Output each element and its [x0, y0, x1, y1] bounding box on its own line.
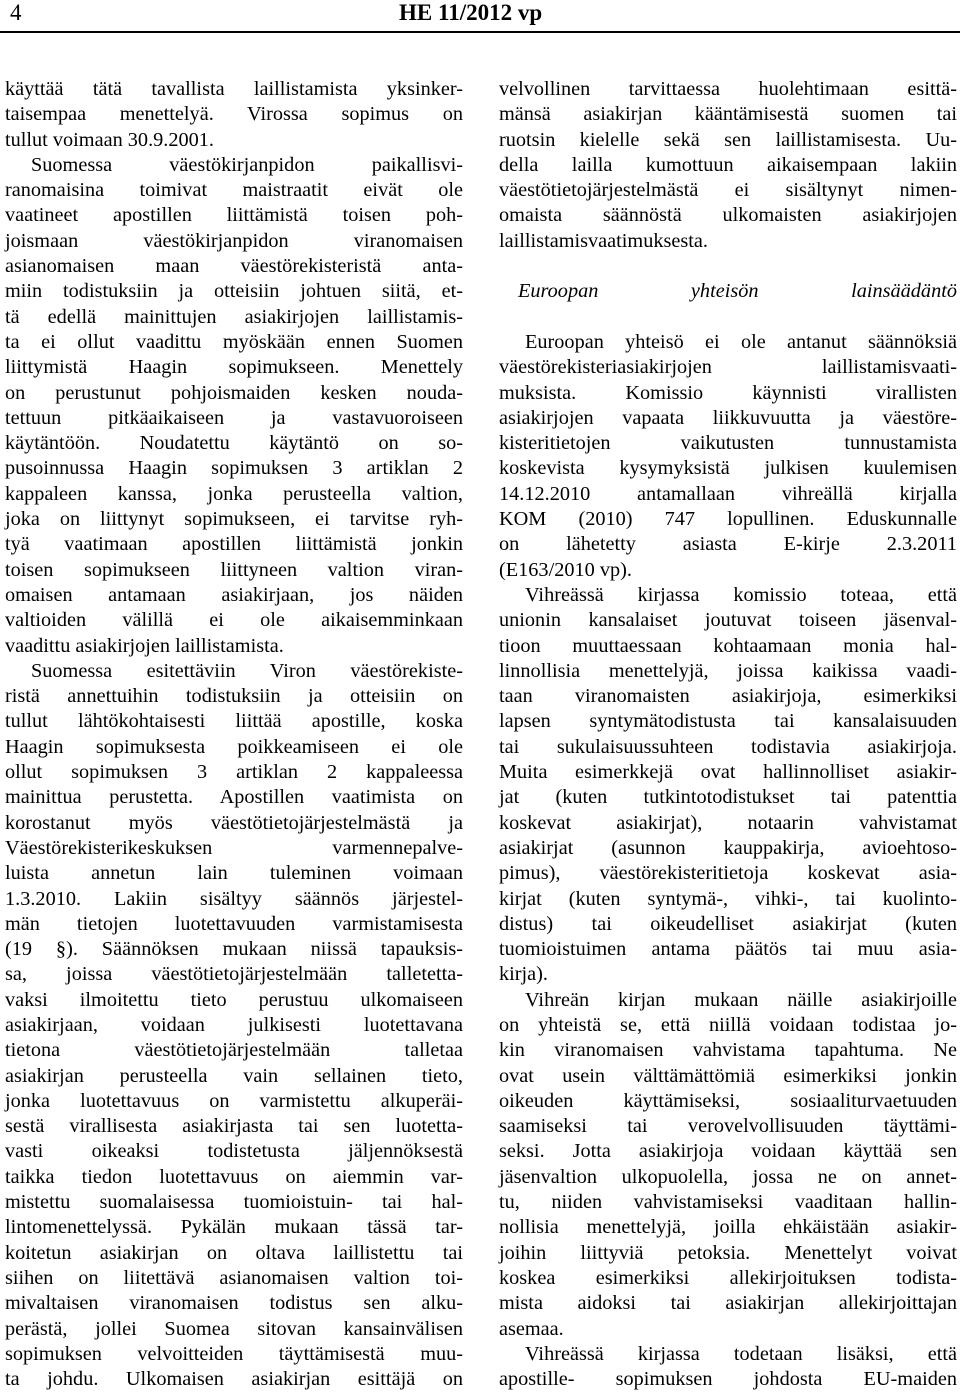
text-line: on yhteistä se, että niillä voidaan todistaa jo-: [499, 1013, 957, 1036]
text-line: 14.12.2010 antamallaan vihreällä kirjalla: [499, 482, 957, 505]
page-header: [0, 0, 960, 40]
text-line: käytäntöön. Noudatettu käytäntö on so-: [5, 432, 463, 455]
text-line: unionin kansalaiset joutuvat toiseen jäsenval-: [499, 609, 957, 632]
text-line: della lailla kumottuun aikaisempaan lakiin: [499, 153, 957, 176]
text-line: pimus), väestörekisteritietoja koskevat asia-: [499, 862, 957, 885]
text-line: tyä vaatimaan apostillen liittämistä jonkin: [5, 533, 463, 556]
blank-line: [499, 254, 957, 279]
text-line: män tietojen luotettavuuden varmistamisesta: [5, 912, 463, 935]
text-line: ruotsin kielelle sekä sen laillistamisesta. Uu-: [499, 128, 957, 151]
text-line: taan viranomaisten asiakirjoja, esimerkiksi: [499, 685, 957, 708]
text-line: valtioiden välillä ei ole aikaisemminkaan: [5, 609, 463, 632]
text-line: lapsen syntymätodistusta tai kansalaisuuden: [499, 710, 957, 733]
text-line: joismaan väestökirjanpidon viranomaisen: [5, 229, 463, 252]
text-line: asiakirjaan, voidaan julkisesti luotettavana: [5, 1013, 463, 1036]
left-column: [5, 77, 463, 1392]
text-line: tietona väestötietojärjestelmään talletaa: [5, 1039, 463, 1062]
text-line: sopimuksen velvoitteiden täyttämisestä muu-: [5, 1342, 463, 1365]
text-line: Suomessa väestökirjanpidon paikallisvi-: [31, 153, 463, 176]
text-line: tai sukulaisuussuhteen todistavia asiakirjoja.: [499, 735, 957, 758]
text-line: vasti oikeaksi todistetusta jäljennöksestä: [5, 1140, 463, 1163]
text-line: asiakirjat (asunnon kauppakirja, avioehtoso-: [499, 836, 957, 859]
text-line: tioon muuttaessaan kohtaamaan monia hal-: [499, 634, 957, 657]
text-line: on perustunut pohjoismaiden kesken nouda-: [5, 381, 463, 404]
text-line: mista aidoksi tai asiakirjan allekirjoittajan: [499, 1292, 957, 1315]
text-line: perästä, jollei Suomea sitovan kansainvälisen: [5, 1317, 463, 1340]
text-line: koskea esimerkiksi allekirjoituksen todista-: [499, 1266, 957, 1289]
text-line: mistettu suomalaisessa tuomioistuin- tai hal-: [5, 1191, 463, 1214]
text-line: taisempaa menettelyä. Virossa sopimus on: [5, 103, 463, 126]
blank-line: [499, 305, 957, 330]
text-line: väestörekisteriasiakirjojen laillistamisvaati-: [499, 356, 957, 379]
text-line: liittymistä Haagin sopimukseen. Menettely: [5, 356, 463, 379]
text-line: siihen on liitettävä asianomaisen valtion toi-: [5, 1266, 463, 1289]
header-rule: [0, 31, 960, 33]
text-line: tullut lähtökohtaisesti liittää apostille, koska: [5, 710, 463, 733]
text-line: Väestörekisterikeskuksen varmennepalve-: [5, 836, 463, 859]
text-line: kappaleen kanssa, jonka perusteella valtion,: [5, 482, 463, 505]
text-line: jat (kuten tutkintotodistukset tai patenttia: [499, 786, 957, 809]
text-line: oikeuden käyttämiseksi, sosiaaliturvaetuuden: [499, 1089, 957, 1112]
text-line: KOM (2010) 747 lopullinen. Eduskunnalle: [499, 508, 957, 531]
text-line: kirjat (kuten syntymä-, vihki-, tai kuolinto-: [499, 887, 957, 910]
text-line: asemaa.: [499, 1317, 564, 1340]
text-line: mivaltaisen viranomaisen todistus sen alku-: [5, 1292, 463, 1315]
text-line: laillistamisvaatimuksesta.: [499, 229, 708, 252]
text-line: vaatineet apostillen liittämistä toisen poh-: [5, 204, 463, 227]
text-line: ristä annettuihin todistuksiin ja otteisiin on: [5, 685, 463, 708]
text-line: taikka tiedon luotettavuus on aiemmin var-: [5, 1165, 463, 1188]
text-line: koskevat asiakirjat), notaarin vahvistamat: [499, 811, 957, 834]
text-line: linnollisia menettelyjä, joissa kaikissa vaadi-: [499, 659, 957, 682]
text-line: on lähetetty asiasta E-kirje 2.3.2011: [499, 533, 957, 556]
text-line: joka on liittynyt sopimukseen, ei tarvitse ryh-: [5, 508, 463, 531]
text-line: sa, joissa väestötietojärjestelmään talletetta-: [5, 963, 463, 986]
text-line: ta johdu. Ulkomaisen asiakirjan esittäjä on: [5, 1368, 463, 1391]
text-line: kirja).: [499, 963, 548, 986]
text-line: pusoinnussa Haagin sopimuksen 3 artiklan 2: [5, 457, 463, 480]
text-line: toisen sopimukseen liittyneen valtion viran-: [5, 558, 463, 581]
text-line: käyttää tätä tavallista laillistamista yksinker-: [5, 78, 463, 100]
text-line: väestötietojärjestelmästä ei sisältynyt nimen-: [499, 179, 957, 202]
text-line: Vihreässä kirjassa komissio toteaa, että: [525, 583, 957, 606]
text-line: (19 §). Säännöksen mukaan niissä tapauksis-: [5, 938, 463, 961]
text-line: joihin liittyviä petoksia. Menettelyt voivat: [499, 1241, 957, 1264]
text-line: nollisia menettelyjä, joilla ehkäistään asiakir-: [499, 1216, 957, 1239]
text-line: jäsenvaltion ulkopuolella, jossa ne on annet-: [499, 1165, 957, 1188]
text-line: (E163/2010 vp).: [499, 558, 632, 581]
text-line: apostille- sopimuksen johdosta EU-maiden: [499, 1368, 957, 1391]
text-line: kin viranomaisen vahvistama tapahtuma. Ne: [499, 1039, 957, 1062]
document-id: HE 11/2012 vp: [399, 0, 543, 25]
text-line: vaadittu asiakirjojen laillistamista.: [5, 634, 284, 657]
text-line: miin todistuksiin ja otteisiin johtuen siitä, et-: [5, 280, 463, 303]
text-line: mänsä asiakirjan kääntämisestä suomen tai: [499, 103, 957, 126]
text-line: ta ei ollut vaadittu myöskään ennen Suomen: [5, 330, 463, 353]
text-line: tullut voimaan 30.9.2001.: [5, 128, 214, 151]
text-line: omaisen antamaan asiakirjaan, jos näiden: [5, 583, 463, 606]
text-line: korostanut myös väestötietojärjestelmästä ja: [5, 811, 463, 834]
text-line: luista annetun lain tuleminen voimaan: [5, 862, 463, 885]
text-line: muksista. Komissio käynnisti virallisten: [499, 381, 957, 404]
text-line: Suomessa esitettäviin Viron väestörekiste-: [31, 659, 463, 682]
text-line: velvollinen tarvittaessa huolehtimaan esittä-: [499, 78, 957, 100]
text-line: Vihreässä kirjassa todetaan lisäksi, että: [525, 1342, 957, 1365]
text-line: Haagin sopimuksesta poikkeamiseen ei ole: [5, 735, 463, 758]
text-line: saamiseksi tai verovelvollisuuden täyttämi-: [499, 1115, 957, 1138]
text-line: Euroopan yhteisö ei ole antanut säännöksiä: [525, 330, 957, 353]
text-line: lintomenettelyssä. Pykälän mukaan tässä tar-: [5, 1216, 463, 1239]
text-line: koitetun asiakirjan on oltava laillistettu tai: [5, 1241, 463, 1264]
text-line: omaista säännöstä ulkomaisten asiakirjojen: [499, 204, 957, 227]
text-line: jonka luotettavuus on varmistettu alkuperäi-: [5, 1089, 463, 1112]
text-line: asianomaisen maan väestörekisteristä anta-: [5, 255, 463, 278]
text-line: sestä virallisesta asiakirjasta tai sen luotetta-: [5, 1115, 463, 1138]
page-number: 4: [10, 0, 22, 25]
section-heading: Euroopan yhteisön lainsäädäntö: [518, 280, 957, 303]
text-line: ranomaisina toimivat maistraatit eivät ole: [5, 179, 463, 202]
text-line: ollut sopimuksen 3 artiklan 2 kappaleessa: [5, 761, 463, 784]
text-line: ovat usein välttämättömiä esimerkiksi jonkin: [499, 1064, 957, 1087]
text-line: distus) tai oikeudelliset asiakirjat (kuten: [499, 912, 957, 935]
text-line: Vihreän kirjan mukaan näille asiakirjoille: [525, 988, 957, 1011]
text-line: tettuun pitkäaikaiseen ja vastavuoroiseen: [5, 406, 463, 429]
text-line: mainittua perustetta. Apostillen vaatimista on: [5, 786, 463, 809]
text-line: kisteritietojen vaikutusten tunnustamista: [499, 432, 957, 455]
text-line: Muita esimerkkejä ovat hallinnolliset asiakir-: [499, 761, 957, 784]
text-line: seksi. Jotta asiakirjoja voidaan käyttää sen: [499, 1140, 957, 1163]
text-line: vaksi ilmoitettu tieto perustuu ulkomaiseen: [5, 988, 463, 1011]
text-line: tu, niiden vahvistamiseksi vaaditaan hallin-: [499, 1191, 957, 1214]
text-line: asiakirjojen vapaata liikkuvuutta ja väestöre-: [499, 406, 957, 429]
text-line: tuomioistuimen antama päätös tai muu asia-: [499, 938, 957, 961]
text-line: asiakirjan perusteella vain sellainen tieto,: [5, 1064, 463, 1087]
text-line: 1.3.2010. Lakiin sisältyy säännös järjestel-: [5, 887, 463, 910]
text-line: koskevista kysymyksistä julkisen kuulemisen: [499, 457, 957, 480]
text-line: tä edellä mainittujen asiakirjojen laillistamis-: [5, 305, 463, 328]
right-column: [499, 77, 957, 1392]
